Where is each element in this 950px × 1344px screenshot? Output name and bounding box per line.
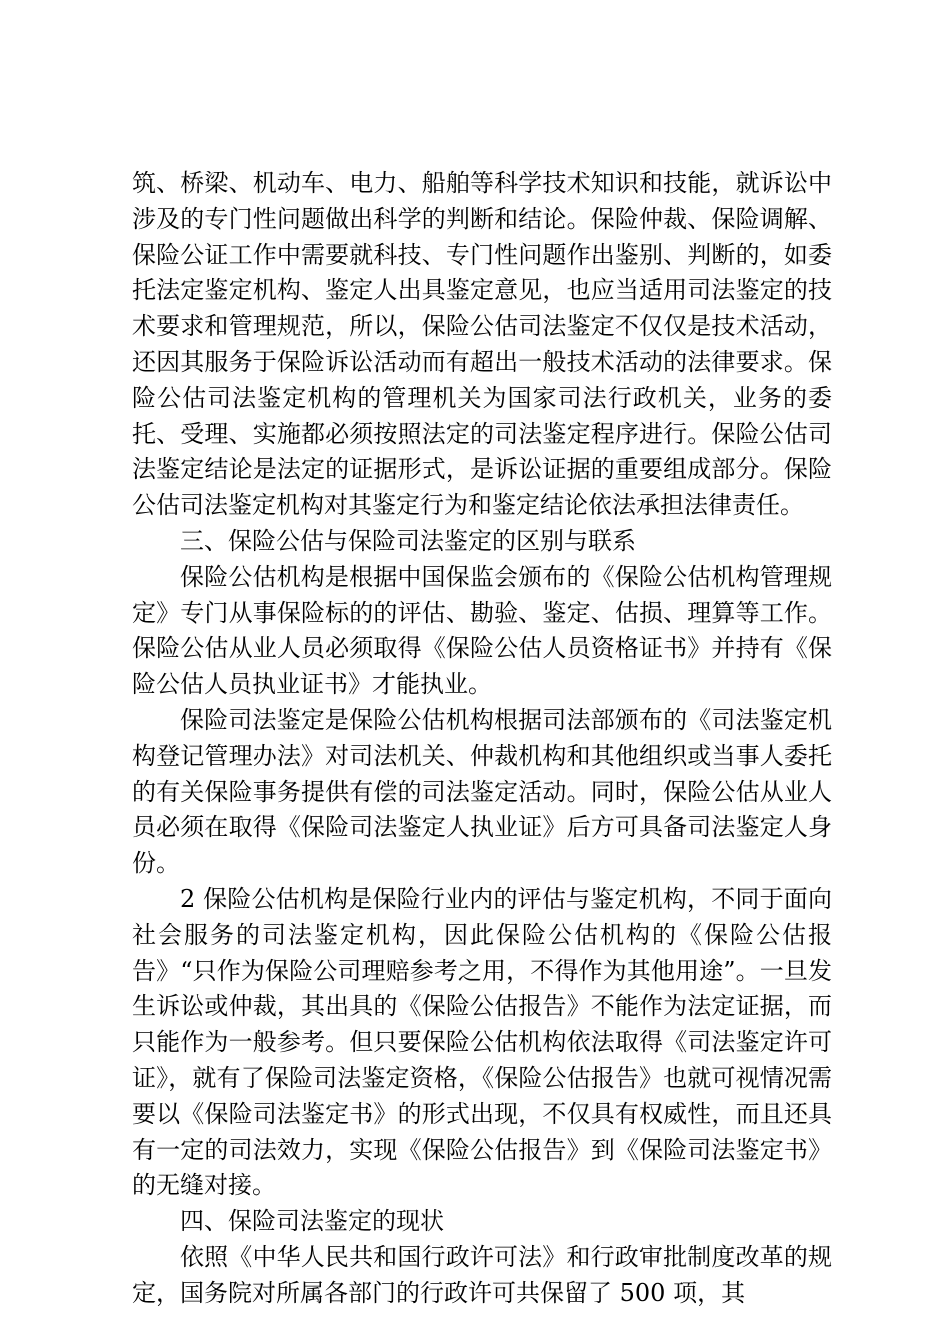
body-paragraph-1: 筑、桥梁、机动车、电力、船舶等科学技术知识和技能，就诉讼中涉及的专门性问题做出科学的判断和结论。保险仲裁、保险调解、保险公证工作中需要就科技、专门性问题作出鉴别、判断的，如委托法定鉴定机构、鉴定人出具鉴定意见，也应当适用司法鉴定的技术要求和管理规范，所以，保险公估司法鉴定不仅仅是技术活动，还因其服务于保险诉讼活动而有超出一般技术活动的法律要求。保险公估司法鉴定机构的管理机关为国家司法行政机关，业务的委托、受理、实施都必须按照法定的司法鉴定程序进行。保险公估司法鉴定结论是法定的证据形式，是诉讼证据的重要组成部分。保险公估司法鉴定机构对其鉴定行为和鉴定结论依法承担法律责任。 bbox=[132, 169, 832, 520]
body-paragraph-4: 2 保险公估机构是保险行业内的评估与鉴定机构，不同于面向社会服务的司法鉴定机构，因此保险公估机构的《保险公估报告》“只作为保险公司理赔参考之用，不得作为其他用途”。一旦发生诉讼或仲裁，其出具的《保险公估报告》不能作为法定证据，而只能作为一般参考。但只要保险公估机构依法取得《司法鉴定许可证》，就有了保险司法鉴定资格，《保险公估报告》也就可视情况需要以《保险司法鉴定书》的形式出现，不仅具有权威性，而且还具有一定的司法效力，实现《保险公估报告》到《保险司法鉴定书》的无缝对接。 bbox=[132, 884, 832, 1200]
body-paragraph-5: 依照《中华人民共和国行政许可法》和行政审批制度改革的规定，国务院对所属各部门的行政许可共保留了 500 项，其 bbox=[132, 1242, 832, 1307]
section-heading-4: 四、保险司法鉴定的现状 bbox=[180, 1207, 444, 1236]
body-paragraph-2: 保险公估机构是根据中国保监会颁布的《保险公估机构管理规定》专门从事保险标的的评估、勘验、鉴定、估损、理算等工作。保险公估从业人员必须取得《保险公估人员资格证书》并持有《保险公估人员执业证书》才能执业。 bbox=[132, 562, 832, 699]
section-heading-3: 三、保险公估与保险司法鉴定的区别与联系 bbox=[180, 526, 636, 555]
body-paragraph-3: 保险司法鉴定是保险公估机构根据司法部颁布的《司法鉴定机构登记管理办法》对司法机关、仲裁机构和其他组织或当事人委托的有关保险事务提供有偿的司法鉴定活动。同时，保险公估从业人员必须在取得《保险司法鉴定人执业证》后方可具备司法鉴定人身份。 bbox=[132, 705, 832, 878]
document-body bbox=[132, 166, 832, 1312]
